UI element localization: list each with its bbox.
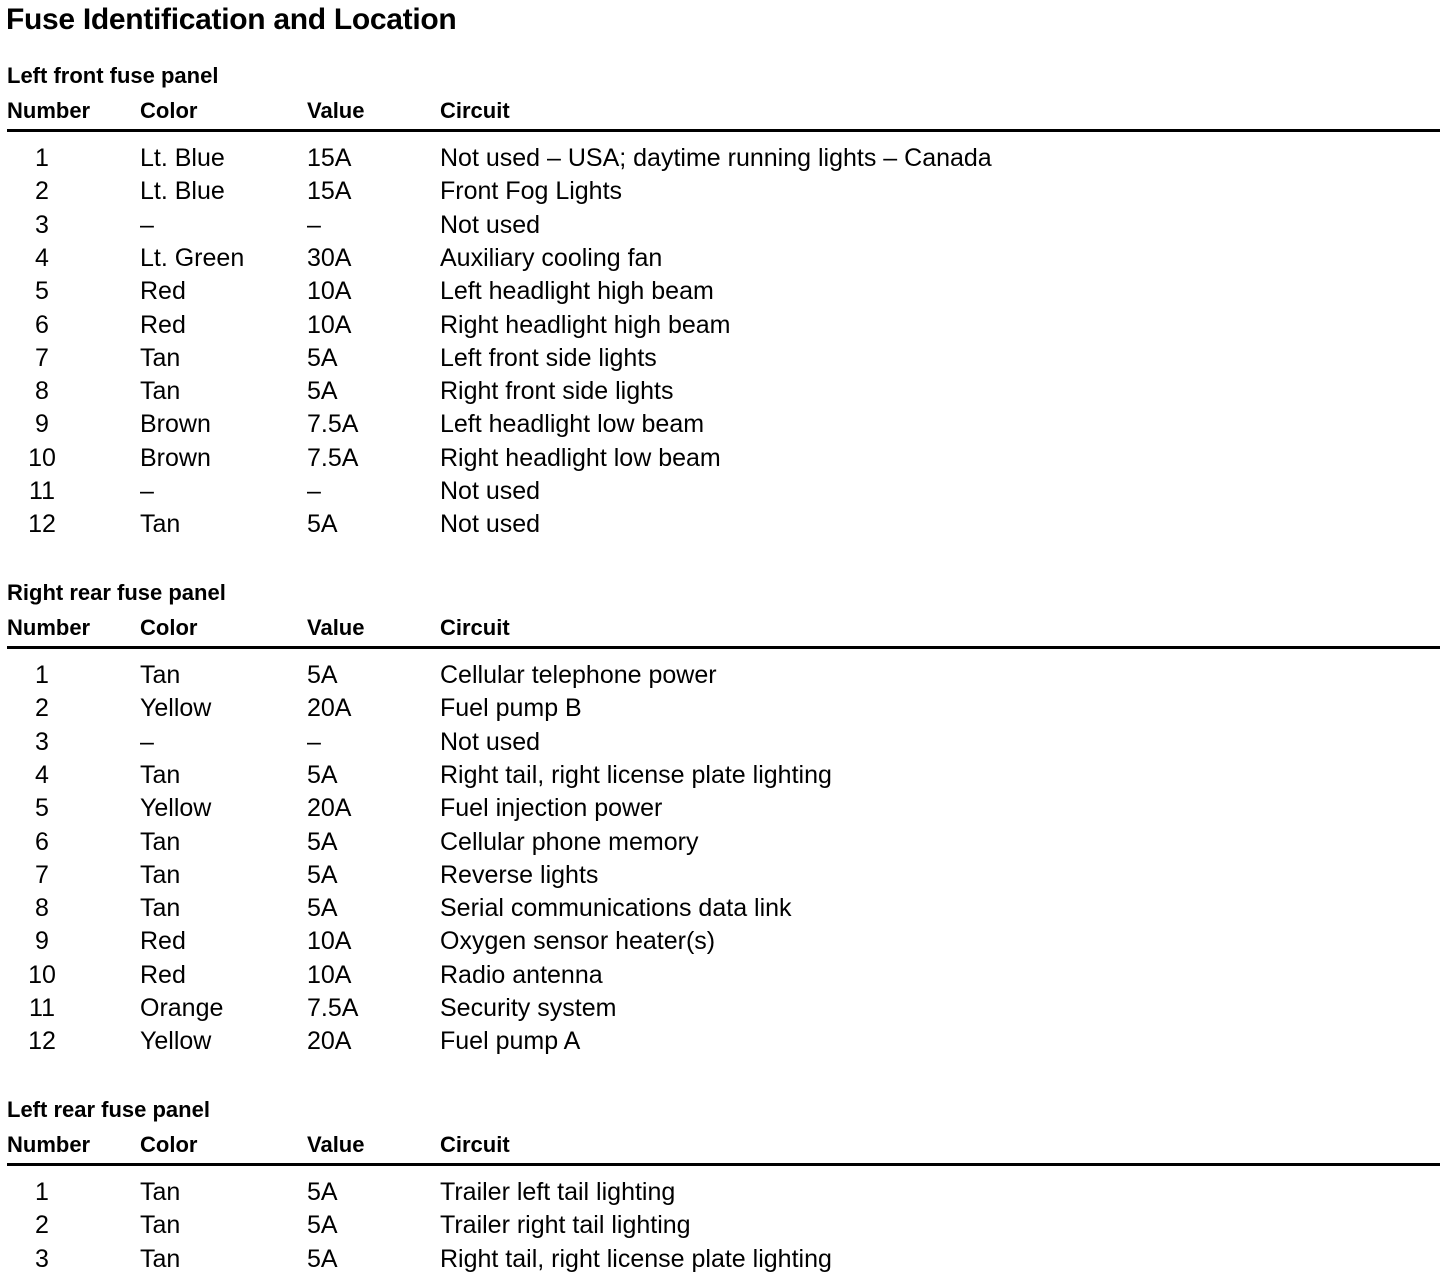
fuse-row [0, 175, 1456, 208]
fuse-circuit: Right tail, right license plate lighting [440, 1244, 832, 1273]
fuse-circuit: Right front side lights [440, 377, 674, 406]
fuse-number: 4 [35, 243, 49, 272]
fuse-row [0, 892, 1456, 925]
fuse-value: 7.5A [307, 410, 359, 439]
fuse-number: 9 [35, 410, 49, 439]
fuse-color: Tan [140, 343, 181, 372]
fuse-row [0, 508, 1456, 541]
fuse-number: 2 [35, 1211, 49, 1240]
fuse-value: 5A [307, 377, 338, 406]
fuse-value: 10A [307, 277, 352, 306]
fuse-color: Tan [140, 1211, 181, 1240]
fuse-color: Lt. Green [140, 243, 245, 272]
fuse-color: Brown [140, 410, 211, 439]
panel-title: Left rear fuse panel [7, 1097, 210, 1122]
fuse-color: Red [140, 927, 186, 956]
column-header-number: Number [7, 1132, 91, 1157]
fuse-circuit: Cellular phone memory [440, 827, 699, 856]
fuse-circuit: Serial communications data link [440, 894, 792, 923]
fuse-value: 5A [307, 860, 338, 889]
fuse-color: Yellow [140, 794, 212, 823]
fuse-circuit: Auxiliary cooling fan [440, 243, 663, 272]
fuse-circuit: Right tail, right license plate lighting [440, 760, 832, 789]
fuse-number: 3 [35, 1244, 49, 1273]
fuse-value: 5A [307, 1211, 338, 1240]
fuse-row [0, 792, 1456, 825]
fuse-value: 7.5A [307, 443, 359, 472]
fuse-row [0, 826, 1456, 859]
fuse-circuit: Right headlight low beam [440, 443, 721, 472]
fuse-circuit: Trailer left tail lighting [440, 1178, 676, 1206]
fuse-number: 8 [35, 894, 49, 923]
fuse-row [0, 309, 1456, 342]
fuse-value: 7.5A [307, 994, 359, 1022]
fuse-circuit: Radio antenna [440, 960, 603, 989]
fuse-row [0, 1209, 1456, 1242]
header-rule [7, 1163, 1440, 1166]
fuse-value: 5A [307, 343, 338, 372]
panel-title: Right rear fuse panel [7, 580, 226, 605]
fuse-number: 3 [35, 727, 49, 756]
fuse-value: 5A [307, 510, 338, 539]
fuse-number: 10 [28, 960, 56, 989]
fuse-value: 5A [307, 894, 338, 923]
fuse-row [0, 242, 1456, 275]
fuse-row [0, 1176, 1456, 1209]
fuse-circuit: Fuel injection power [440, 794, 663, 823]
fuse-number: 1 [35, 661, 49, 689]
fuse-number: 10 [28, 443, 56, 472]
fuse-row [0, 959, 1456, 992]
fuse-number: 2 [35, 694, 49, 723]
fuse-value: 5A [307, 1178, 338, 1206]
fuse-color: Tan [140, 760, 181, 789]
fuse-color: Brown [140, 443, 211, 472]
fuse-color: Tan [140, 377, 181, 406]
column-header-number: Number [7, 615, 91, 640]
fuse-value: 20A [307, 794, 352, 823]
fuse-number: 11 [29, 477, 55, 505]
fuse-value: – [307, 210, 321, 239]
fuse-circuit: Not used [440, 477, 541, 505]
column-header-color: Color [140, 1132, 198, 1157]
fuse-color: Orange [140, 994, 224, 1022]
fuse-circuit: Trailer right tail lighting [440, 1211, 691, 1240]
fuse-row [0, 992, 1456, 1025]
fuse-circuit: Left front side lights [440, 343, 657, 372]
fuse-row [0, 925, 1456, 958]
fuse-circuit: Left headlight low beam [440, 410, 705, 439]
fuse-circuit: Fuel pump B [440, 694, 582, 723]
fuse-row [0, 408, 1456, 441]
fuse-color: Yellow [140, 1027, 212, 1056]
fuse-number: 11 [29, 994, 55, 1022]
fuse-value: 5A [307, 661, 338, 689]
fuse-circuit: Security system [440, 994, 617, 1022]
fuse-number: 4 [35, 760, 49, 789]
fuse-value: 20A [307, 694, 352, 723]
fuse-row [0, 1243, 1456, 1276]
fuse-row [0, 692, 1456, 725]
fuse-circuit: Not used [440, 210, 541, 239]
fuse-number: 9 [35, 927, 49, 956]
fuse-row [0, 209, 1456, 242]
fuse-color: – [140, 477, 154, 505]
fuse-circuit: Not used [440, 510, 541, 539]
fuse-color: Red [140, 277, 186, 306]
fuse-row [0, 375, 1456, 408]
column-header-value: Value [307, 98, 365, 123]
column-header-circuit: Circuit [440, 98, 510, 123]
fuse-number: 5 [35, 277, 49, 306]
fuse-row [0, 142, 1456, 175]
fuse-row [0, 659, 1456, 692]
fuse-number: 7 [35, 343, 49, 372]
fuse-value: 20A [307, 1027, 352, 1056]
fuse-color: Yellow [140, 694, 212, 723]
fuse-row [0, 1025, 1456, 1058]
fuse-color: Lt. Blue [140, 144, 225, 172]
fuse-value: 10A [307, 960, 352, 989]
fuse-value: – [307, 477, 321, 505]
column-header-value: Value [307, 1132, 365, 1157]
fuse-color: Lt. Blue [140, 177, 225, 206]
fuse-number: 1 [35, 144, 49, 172]
fuse-row [0, 859, 1456, 892]
column-header-circuit: Circuit [440, 615, 510, 640]
fuse-circuit: Reverse lights [440, 860, 599, 889]
fuse-number: 12 [28, 510, 56, 539]
fuse-value: 10A [307, 927, 352, 956]
fuse-circuit: Oxygen sensor heater(s) [440, 927, 716, 956]
header-rule [7, 129, 1440, 132]
page-title: Fuse Identification and Location [6, 3, 457, 36]
fuse-circuit: Left headlight high beam [440, 277, 714, 306]
fuse-color: Tan [140, 860, 181, 889]
fuse-color: Tan [140, 510, 181, 539]
fuse-color: Tan [140, 827, 181, 856]
fuse-row [0, 342, 1456, 375]
column-header-color: Color [140, 615, 198, 640]
fuse-color: Tan [140, 661, 181, 689]
fuse-color: Tan [140, 894, 181, 923]
fuse-value: 5A [307, 1244, 338, 1273]
fuse-color: Tan [140, 1178, 181, 1206]
column-header-value: Value [307, 615, 365, 640]
fuse-row [0, 726, 1456, 759]
fuse-number: 12 [28, 1027, 56, 1056]
fuse-value: 5A [307, 827, 338, 856]
fuse-number: 5 [35, 794, 49, 823]
fuse-number: 7 [35, 860, 49, 889]
fuse-number: 8 [35, 377, 49, 406]
fuse-color: Tan [140, 1244, 181, 1273]
fuse-circuit: Not used – USA; daytime running lights – Canada [440, 144, 992, 172]
fuse-value: 5A [307, 760, 338, 789]
fuse-row [0, 442, 1456, 475]
fuse-circuit: Front Fog Lights [440, 177, 623, 206]
fuse-number: 1 [35, 1178, 49, 1206]
header-rule [7, 646, 1440, 649]
fuse-color: – [140, 727, 154, 756]
column-header-circuit: Circuit [440, 1132, 510, 1157]
column-header-color: Color [140, 98, 198, 123]
fuse-number: 2 [35, 177, 49, 206]
fuse-circuit: Right headlight high beam [440, 310, 731, 339]
column-header-number: Number [7, 98, 91, 123]
fuse-value: 15A [307, 177, 352, 206]
fuse-row [0, 475, 1456, 508]
fuse-color: Red [140, 310, 186, 339]
fuse-number: 6 [35, 310, 49, 339]
fuse-row [0, 275, 1456, 308]
fuse-value: 15A [307, 144, 352, 172]
fuse-row [0, 759, 1456, 792]
fuse-number: 3 [35, 210, 49, 239]
fuse-circuit: Not used [440, 727, 541, 756]
panel-title: Left front fuse panel [7, 63, 219, 88]
fuse-value: – [307, 727, 321, 756]
fuse-number: 6 [35, 827, 49, 856]
fuse-circuit: Fuel pump A [440, 1027, 581, 1056]
fuse-value: 30A [307, 243, 352, 272]
fuse-value: 10A [307, 310, 352, 339]
fuse-circuit: Cellular telephone power [440, 661, 717, 689]
fuse-color: – [140, 210, 154, 239]
fuse-color: Red [140, 960, 186, 989]
